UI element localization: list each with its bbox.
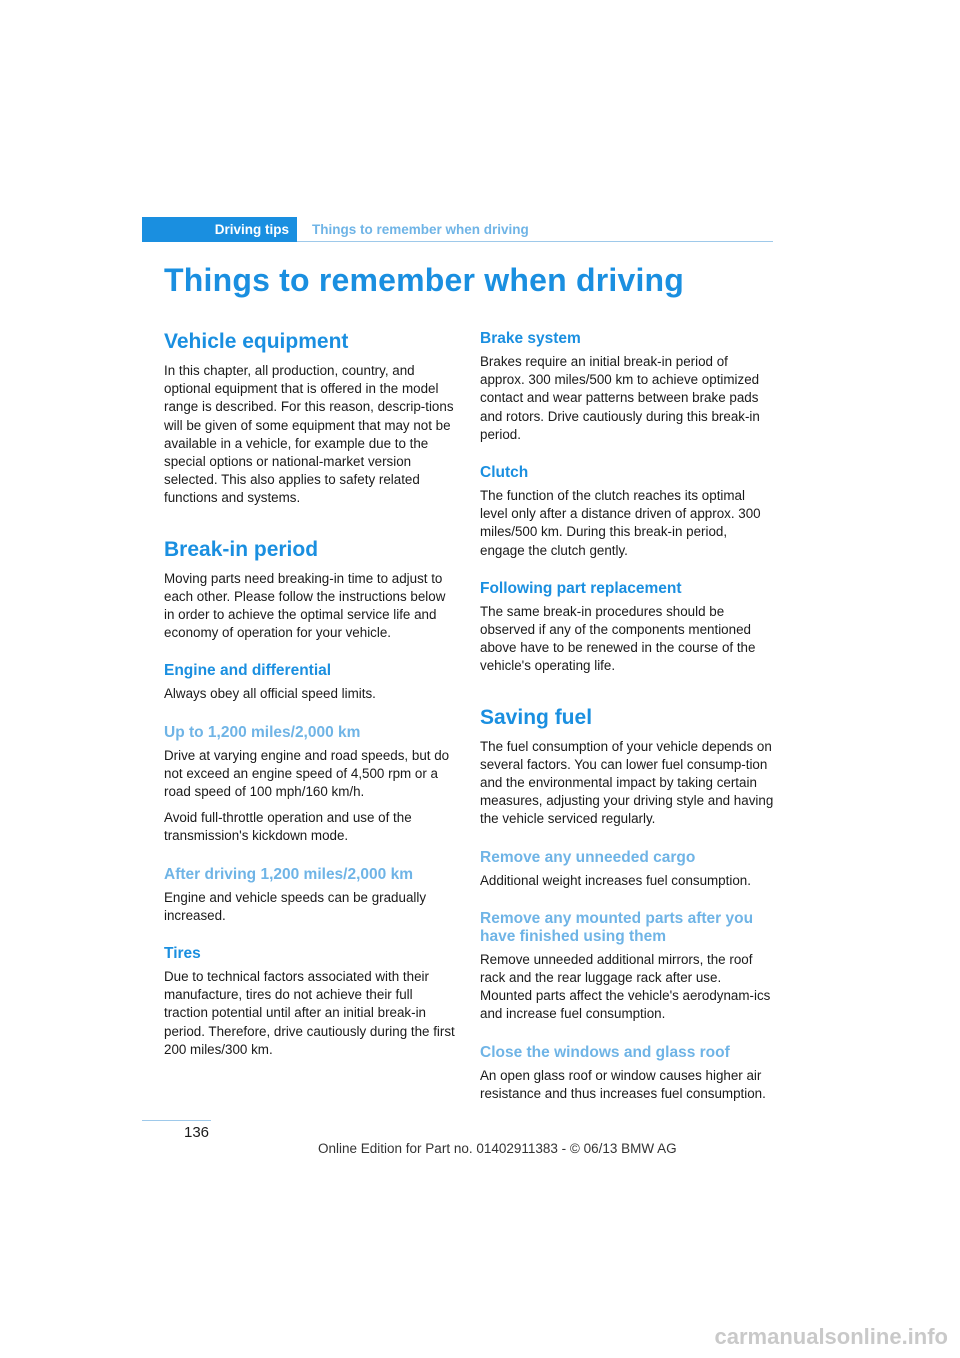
paragraph-tires: Due to technical factors associated with their manufacture, tires do not achieve their full traction potential until after an initial break-in period. Therefore, drive cautiously during the first 200 miles/300 km. [164,969,455,1057]
paragraph-windows: An open glass roof or window causes higher air resistance and thus increases fuel consumption. [480,1067,766,1101]
heading-cargo: Remove any unneeded cargo [480,848,696,866]
heading-vehicle-equipment: Vehicle equipment [164,330,349,353]
heading-mounted-parts: Remove any mounted parts after you have finished using them [480,909,754,945]
heading-brake: Brake system [480,330,581,347]
section-label: Driving tips [214,222,289,237]
heading-after-driving: After driving 1,200 miles/2,000 km [164,865,413,883]
heading-clutch: Clutch [480,464,529,482]
paragraph-cargo: Additional weight increases fuel consumption. [480,872,751,888]
heading-engine: Engine and differential [164,662,332,680]
right-column [480,330,774,1111]
heading-up-to: Up to 1,200 miles/2,000 km [164,723,361,741]
heading-windows: Close the windows and glass roof [480,1043,730,1061]
paragraph-saving-fuel: The fuel consumption of your vehicle depends on several factors. You can lower fuel consump-tion and the environmental impact by taking certain measures, adjusting your driving style and having the vehicle serviced regularly. [480,738,774,827]
paragraph-vehicle-equipment: In this chapter, all production, country, and optional equipment that is offered in the model range is described. For this reason, descrip-tions will be given of some equipment that may not be available in a vehicle, for example due to the special options or national-market version selected. This also applies to safety related functions and systems. [164,363,454,506]
page-number: 136 [184,1124,210,1141]
heading-break-in: Break-in period [164,537,319,561]
watermark: carmanualsonline.info [714,1324,948,1349]
paragraph-engine: Always obey all official speed limits. [164,686,376,702]
paragraph-replacement: The same break-in procedures should be observed if any of the components mentioned above have to be renewed in the course of the vehicle's operating life. [480,603,756,674]
paragraph-clutch: The function of the clutch reaches its optimal level only after a distance driven of approx. 300 miles/500 km. During this break-in period, engage the clutch gently. [480,488,761,558]
paragraph-after-driving: Engine and vehicle speeds can be gradually increased. [164,889,427,923]
paragraph-brake: Brakes require an initial break-in period of approx. 300 miles/500 km to achieve optimized contact and wear patterns between brake pads and rotors. Drive cautiously during this break-in period. [480,354,760,442]
paragraph-up-to-2: Avoid full-throttle operation and use of the transmission's kickdown mode. [164,810,412,844]
paragraph-mounted-parts: Remove unneeded additional mirrors, the roof rack and the rear luggage rack after use. Mounted parts affect the vehicle's aerodynam-ics and increase fuel consumption. [480,951,771,1022]
heading-replacement: Following part replacement [480,579,682,597]
chapter-label: Things to remember when driving [312,222,529,237]
heading-saving-fuel: Saving fuel [480,705,593,729]
page-title: Things to remember when driving [164,262,685,298]
edition-footer: Online Edition for Part no. 01402911383 - © 06/13 BMW AG [318,1141,677,1156]
paragraph-break-in: Moving parts need breaking-in time to adjust to each other. Please follow the instructions below in order to achieve the optimal service life and economy of operation for your vehicle. [164,570,446,641]
left-column [164,330,458,1067]
heading-tires: Tires [164,945,201,963]
section-tab [142,217,297,242]
paragraph-up-to-1: Drive at varying engine and road speeds, but do not exceed an engine speed of 4,500 rpm or a road speed of 100 mph/160 km/h. [164,747,450,800]
page-number-rule [142,1120,211,1121]
page-header [142,217,773,242]
